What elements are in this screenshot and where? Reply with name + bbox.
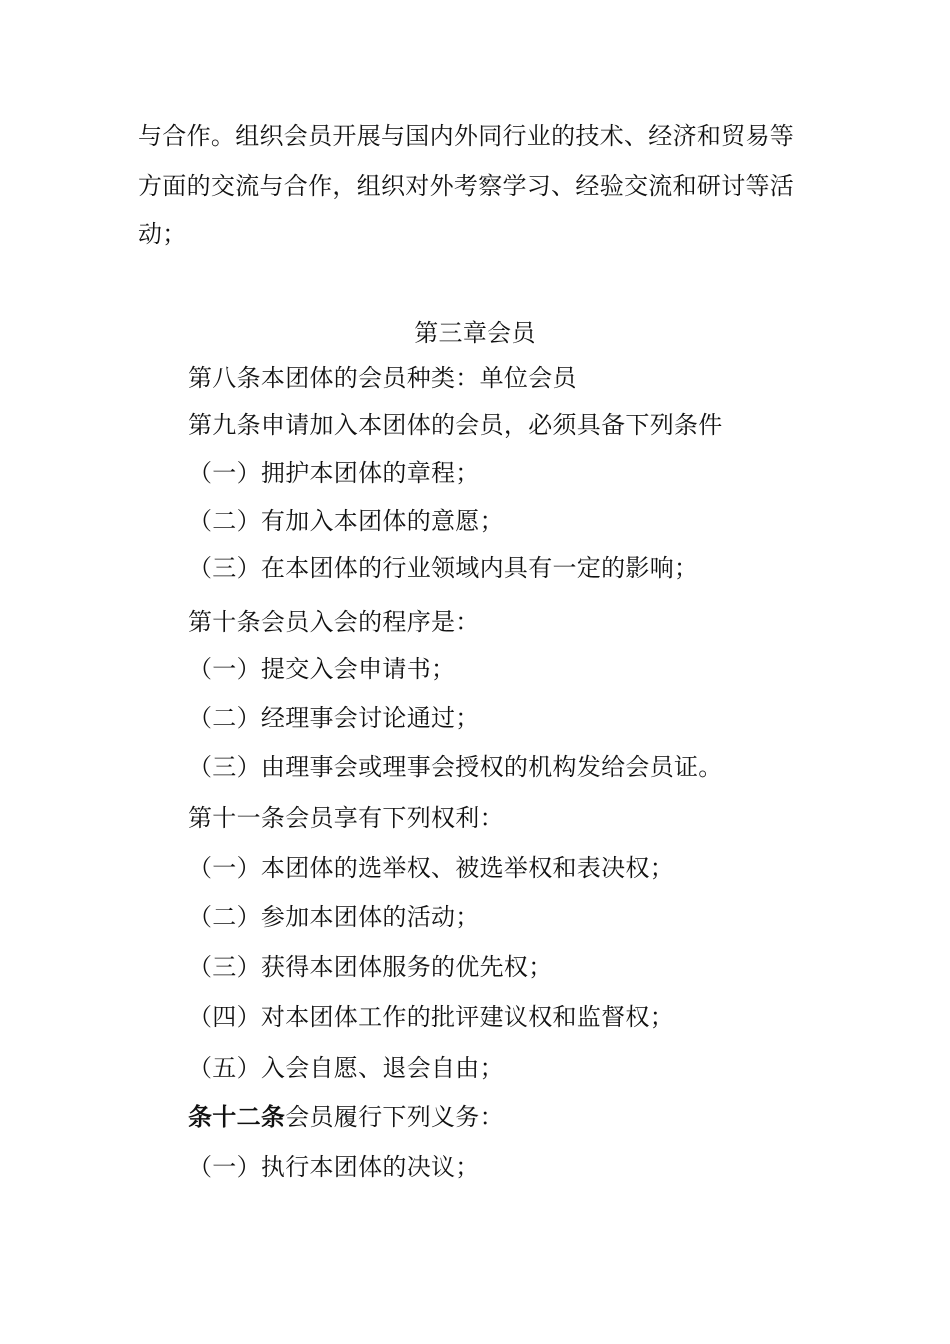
article-12-heading-number: 条十二条 — [188, 1103, 286, 1131]
chapter-title: 第三章会员 — [414, 319, 536, 347]
article-9-item-3: （三）在本团体的行业领域内具有一定的影响； — [188, 554, 699, 582]
article-8: 第八条本团体的会员种类：单位会员 — [188, 364, 577, 392]
article-11-item-5: （五）入会自愿、退会自由； — [188, 1054, 504, 1082]
intro-line-2: 方面的交流与合作，组织对外考察学习、经验交流和研讨等活 — [138, 172, 795, 200]
article-10-item-1: （一）提交入会申请书； — [188, 655, 456, 683]
article-11-item-1: （一）本团体的选举权、被选举权和表决权； — [188, 854, 674, 882]
article-9-item-1: （一）拥护本团体的章程； — [188, 459, 480, 487]
article-10-item-3: （三）由理事会或理事会授权的机构发给会员证。 — [188, 753, 723, 781]
article-11-heading: 第十一条会员享有下列权利： — [188, 804, 504, 832]
intro-line-1: 与合作。组织会员开展与国内外同行业的技术、经济和贸易等 — [138, 122, 795, 150]
article-11-item-2: （二）参加本团体的活动； — [188, 903, 480, 931]
article-11-item-3: （三）获得本团体服务的优先权； — [188, 953, 553, 981]
article-10-item-2: （二）经理事会讨论通过； — [188, 704, 480, 732]
article-12-heading — [188, 1102, 504, 1132]
article-12-heading-text: 会员履行下列义务： — [285, 1103, 504, 1131]
article-12-item-1: （一）执行本团体的决议； — [188, 1153, 480, 1181]
article-9-heading: 第九条申请加入本团体的会员，必须具备下列条件 — [188, 411, 723, 439]
article-10-heading: 第十条会员入会的程序是： — [188, 608, 480, 636]
article-11-item-4: （四）对本团体工作的批评建议权和监督权； — [188, 1003, 674, 1031]
article-9-item-2: （二）有加入本团体的意愿； — [188, 507, 504, 535]
intro-line-3: 动； — [138, 220, 187, 248]
